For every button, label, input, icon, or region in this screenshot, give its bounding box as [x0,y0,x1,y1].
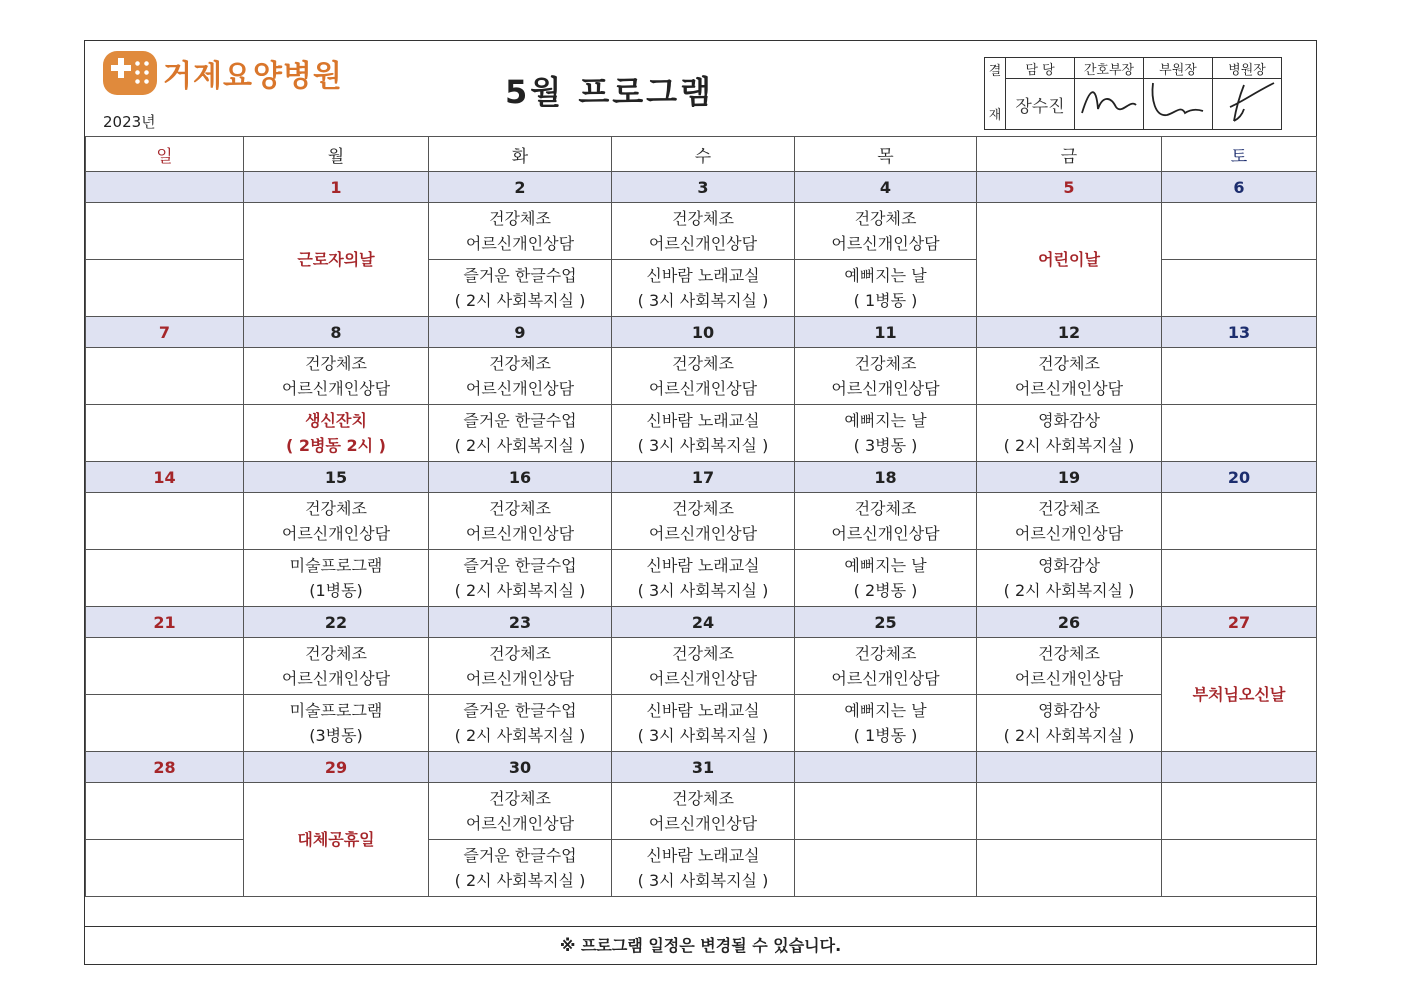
page-title: 5월 프로그램 [505,73,714,111]
date-cell: 24 [612,607,795,638]
hospital-logo [103,51,343,95]
date-cell: 20 [1162,462,1317,493]
date-cell: 8 [244,317,429,348]
empty-cell [795,783,977,840]
program-cell: 즐거운 한글수업 ( 2시 사회복지실 ) [429,695,612,752]
program-cell: 건강체조 어르신개인상담 [244,638,429,695]
empty-cell [86,638,244,695]
empty-cell [977,840,1162,897]
date-cell [1162,752,1317,783]
program-cell: 건강체조 어르신개인상담 [795,493,977,550]
header [85,41,1316,137]
empty-cell [86,550,244,607]
empty-cell [86,348,244,405]
program-cell: 건강체조 어르신개인상담 [612,638,795,695]
date-cell: 27 [1162,607,1317,638]
date-cell: 29 [244,752,429,783]
approval-role: 간호부장 [1075,58,1144,79]
date-cell: 16 [429,462,612,493]
approval-role: 부원장 [1144,58,1213,79]
schedule-notice: ※ 프로그램 일정은 변경될 수 있습니다. [85,926,1316,964]
approval-side-label: 결 재 [985,58,1006,130]
program-cell: 신바람 노래교실 ( 3시 사회복지실 ) [612,840,795,897]
program-cell: 건강체조 어르신개인상담 [795,638,977,695]
program-cell: 건강체조 어르신개인상담 [977,638,1162,695]
date-cell: 12 [977,317,1162,348]
weekday-header: 목 [795,137,977,172]
approval-role: 담 당 [1006,58,1075,79]
date-cell: 19 [977,462,1162,493]
empty-cell [795,840,977,897]
program-cell: 건강체조 어르신개인상담 [429,783,612,840]
date-cell: 14 [86,462,244,493]
weekday-header: 화 [429,137,612,172]
weekday-header: 일 [86,137,244,172]
program-cell: 건강체조 어르신개인상담 [429,638,612,695]
date-cell: 26 [977,607,1162,638]
program-cell: 영화감상 ( 2시 사회복지실 ) [977,695,1162,752]
date-cell [795,752,977,783]
weekday-header: 수 [612,137,795,172]
empty-cell [86,405,244,462]
approval-box [984,57,1282,130]
date-cell: 3 [612,172,795,203]
date-cell: 17 [612,462,795,493]
signature-cell [1006,79,1075,130]
empty-cell [86,695,244,752]
signature-icon [1145,79,1211,125]
empty-cell [1162,783,1317,840]
program-cell: 건강체조 어르신개인상담 [244,493,429,550]
empty-cell [1162,348,1317,405]
signature-cell [1144,79,1213,130]
date-cell: 15 [244,462,429,493]
program-cell: 건강체조 어르신개인상담 [244,348,429,405]
program-cell: 신바람 노래교실 ( 3시 사회복지실 ) [612,405,795,462]
program-cell: 건강체조 어르신개인상담 [977,348,1162,405]
date-cell: 25 [795,607,977,638]
program-cell: 예뻐지는 날 ( 3병동 ) [795,405,977,462]
program-cell: 영화감상 ( 2시 사회복지실 ) [977,550,1162,607]
program-cell: 예뻐지는 날 ( 2병동 ) [795,550,977,607]
holiday-label: 어린이날 [977,203,1162,317]
program-cell: 건강체조 어르신개인상담 [429,348,612,405]
schedule-sheet [84,40,1317,965]
program-cell: 신바람 노래교실 ( 3시 사회복지실 ) [612,260,795,317]
year-label: 2023년 [103,113,156,131]
weekday-header: 금 [977,137,1162,172]
date-cell: 13 [1162,317,1317,348]
empty-cell [86,840,244,897]
date-cell: 2 [429,172,612,203]
program-cell: 즐거운 한글수업 ( 2시 사회복지실 ) [429,405,612,462]
birthday-party-cell: 생신잔치 ( 2병동 2시 ) [244,405,429,462]
empty-cell [86,203,244,260]
date-cell: 10 [612,317,795,348]
date-cell: 7 [86,317,244,348]
program-cell: 즐거운 한글수업 ( 2시 사회복지실 ) [429,260,612,317]
date-cell: 23 [429,607,612,638]
program-cell: 예뻐지는 날 ( 1병동 ) [795,695,977,752]
program-cell: 신바람 노래교실 ( 3시 사회복지실 ) [612,695,795,752]
program-cell: 건강체조 어르신개인상담 [612,203,795,260]
program-cell: 즐거운 한글수업 ( 2시 사회복지실 ) [429,840,612,897]
program-cell: 건강체조 어르신개인상담 [977,493,1162,550]
hospital-cross-icon [103,51,157,95]
program-cell: 즐거운 한글수업 ( 2시 사회복지실 ) [429,550,612,607]
empty-cell [86,493,244,550]
empty-cell [86,260,244,317]
program-cell: 미술프로그램 (3병동) [244,695,429,752]
calendar-table [85,136,1317,897]
empty-cell [1162,840,1317,897]
date-cell: 1 [244,172,429,203]
empty-cell [86,783,244,840]
signature-cell [1075,79,1144,130]
program-cell: 미술프로그램 (1병동) [244,550,429,607]
program-cell: 건강체조 어르신개인상담 [612,783,795,840]
weekday-header: 월 [244,137,429,172]
program-cell: 영화감상 ( 2시 사회복지실 ) [977,405,1162,462]
signature-cell [1213,79,1282,130]
program-cell: 건강체조 어르신개인상담 [612,493,795,550]
date-cell [977,752,1162,783]
holiday-label: 근로자의날 [244,203,429,317]
program-cell: 건강체조 어르신개인상담 [429,493,612,550]
program-cell: 신바람 노래교실 ( 3시 사회복지실 ) [612,550,795,607]
empty-cell [1162,405,1317,462]
program-cell: 건강체조 어르신개인상담 [795,203,977,260]
date-cell [86,172,244,203]
date-cell: 28 [86,752,244,783]
signature-icon [1214,79,1280,125]
empty-cell [1162,203,1317,260]
date-cell: 18 [795,462,977,493]
date-cell: 22 [244,607,429,638]
date-cell: 11 [795,317,977,348]
date-cell: 30 [429,752,612,783]
handwritten-name: 장수진 [1015,96,1065,117]
program-cell: 건강체조 어르신개인상담 [612,348,795,405]
empty-cell [1162,260,1317,317]
holiday-label: 대체공휴일 [244,783,429,897]
holiday-label: 부처님오신날 [1162,638,1317,752]
date-cell: 21 [86,607,244,638]
weekday-header: 토 [1162,137,1317,172]
approval-role: 병원장 [1213,58,1282,79]
date-cell: 4 [795,172,977,203]
empty-cell [1162,550,1317,607]
empty-cell [977,783,1162,840]
hospital-name: 거제요양병원 [163,59,343,94]
date-cell: 31 [612,752,795,783]
date-cell: 6 [1162,172,1317,203]
program-cell: 예뻐지는 날 ( 1병동 ) [795,260,977,317]
date-cell: 5 [977,172,1162,203]
date-cell: 9 [429,317,612,348]
signature-icon [1076,79,1142,125]
program-cell: 건강체조 어르신개인상담 [795,348,977,405]
program-cell: 건강체조 어르신개인상담 [429,203,612,260]
empty-cell [1162,493,1317,550]
